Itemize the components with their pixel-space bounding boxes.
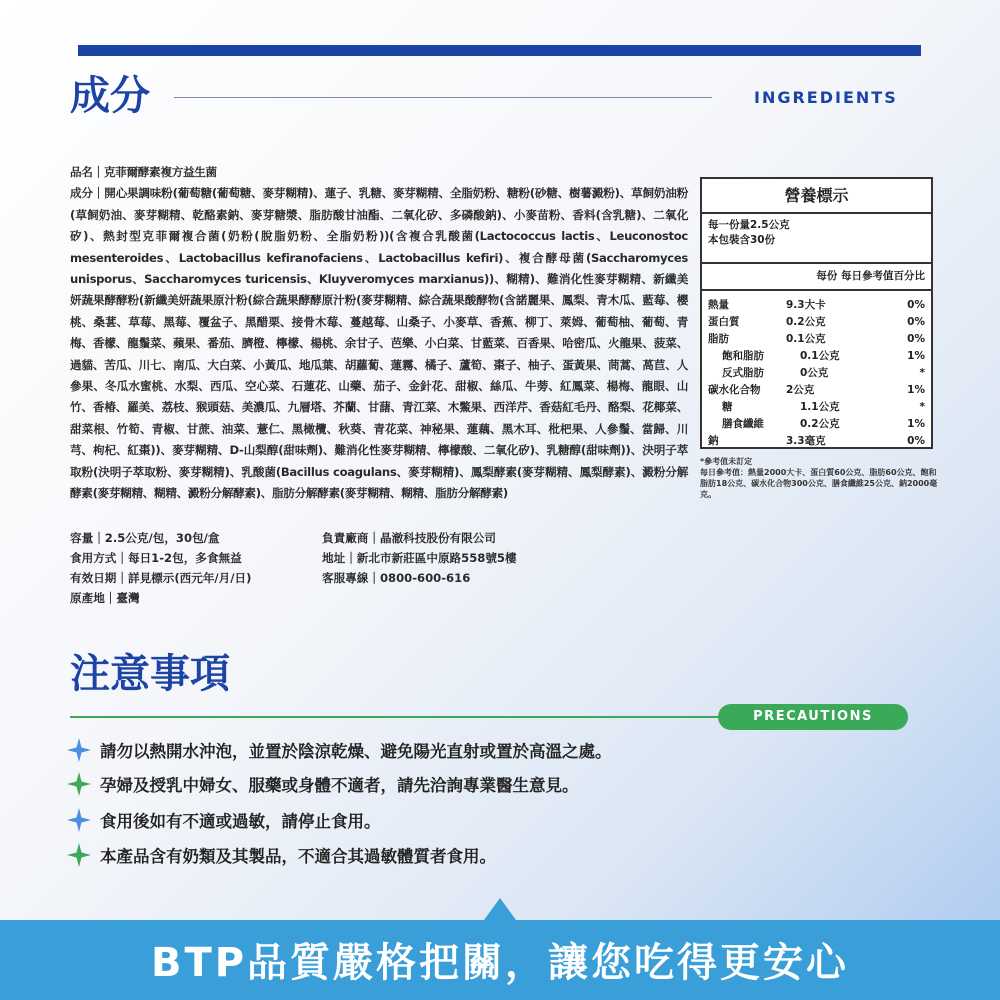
nutrient-value: 0.1公克 — [786, 333, 826, 345]
expiry-line: 有效日期｜詳見標示(西元年/月/日) — [70, 571, 252, 585]
nutrient-value: 1.1公克 — [800, 401, 840, 413]
nutrient-value: 0公克 — [800, 367, 829, 379]
nutrient-percent: 0% — [907, 299, 925, 311]
servings-per-pack: 本包裝含30份 — [708, 234, 776, 246]
nutrition-note — [700, 456, 940, 500]
ingredients-body — [70, 162, 688, 505]
precaution-item — [66, 842, 496, 868]
nutrient-name: 糖 — [722, 401, 733, 413]
ingredients-en-label: INGREDIENTS — [754, 88, 898, 107]
nutrition-row — [708, 416, 925, 433]
nutrient-percent: 1% — [907, 384, 925, 396]
precaution-item — [66, 807, 381, 833]
nutrition-note-2: 每日參考值：熱量2000大卡、蛋白質60公克、脂肪60公克、飽和脂肪18公克、碳水化合物300公克、膳食纖維25公克、鈉2000毫克。 — [700, 468, 938, 499]
nutrition-row — [708, 382, 925, 399]
precaution-text: 食用後如有不適或過敏，請停止食用。 — [100, 812, 381, 831]
nutrient-percent: * — [919, 401, 925, 413]
top-accent-bar — [78, 45, 921, 56]
nutrient-percent: 1% — [907, 418, 925, 430]
precaution-text: 請勿以熱開水沖泡，並置於陰涼乾燥、避免陽光直射或置於高溫之處。 — [100, 742, 612, 761]
origin-line: 原產地｜臺灣 — [70, 591, 140, 605]
precaution-item — [66, 737, 612, 763]
nutrient-name: 碳水化合物 — [708, 384, 761, 396]
volume-line: 容量｜2.5公克/包，30包/盒 — [70, 531, 220, 545]
nutrition-header: 每份 每日參考值百分比 — [702, 264, 931, 291]
precautions-divider — [70, 716, 730, 718]
product-name-line: 品名｜克菲爾酵素複方益生菌 — [70, 165, 217, 179]
ingredients-list: 成分｜開心果調味粉(葡萄糖(葡萄糖、麥芽糊精)、蓮子、乳糖、麥芽糊精、全脂奶粉、糖粉(砂糖、樹薯澱粉)、草飼奶油粉(草飼奶油、麥芽糊精、乾酪素鈉、麥芽糖漿、脂肪酸甘油酯、二氧化矽、多磷酸鈉)、小麥苗粉、香料(含乳糖)、二氧化矽)、熱封型克菲爾複合菌(奶粉(脫脂奶粉、全脂奶粉))(含複合乳酸菌(Lactococcus lactis、Leuconostoc mesenteroides、Lactobacillus kefiranofaciens、Lactobacillus kefiri)、複合酵母菌(Saccharomyces unisporus、Saccharomyces turicensis、Kluyveromyces marxianus))、糊精)、難消化性麥芽糊精、新纖美妍蔬果酵酵粉(新纖美妍蔬果原汁粉(綜合蔬果酵酵原汁粉(麥芽糊精、綜合蔬果酸酵物(含諾麗果、鳳梨、青木瓜、藍莓、櫻桃、桑葚、草莓、黑莓、覆盆子、黑醋栗、接骨木莓、蔓越莓、山桑子、小麥草、香蕉、柳丁、萊姆、葡萄柚、葡萄、青梅、香檬、龍鬚菜、蘋果、番茄、臍橙、檸檬、楊桃、余甘子、芭樂、小白菜、甘藍菜、百香果、哈密瓜、火龍果、菠菜、過貓、苦瓜、川七、南瓜、大白菜、小黃瓜、地瓜葉、胡蘿蔔、蓮霧、橘子、蘆筍、棗子、柚子、蛋黃果、茼蒿、萵苣、人參果、冬瓜水蜜桃、水梨、西瓜、空心菜、石蓮花、山藥、茄子、金針花、甜椒、絲瓜、牛蒡、紅鳳菜、楊梅、龍眼、山竹、香椿、羅美、荔枝、猴頭菇、美濃瓜、九層塔、芥蘭、甘藷、青江菜、木鱉果、西洋芹、香菇紅毛丹、酪梨、花椰菜、甜菜根、竹筍、青椒、甘蔗、油菜、薏仁、黑橄欖、秋葵、青花菜、神秘果、蓮藕、黑木耳、枇杷果、人參鬚、當歸、川芎、枸杞、紅棗))、麥芽糊精、D-山梨醇(甜味劑)、難消化性麥芽糊精、檸檬酸、二氧化矽)、乳糖醇(甜味劑))、決明子萃取粉(決明子萃取粉、麥芽糊精)、乳酸菌(Bacillus coagulans、麥芽糊精)、鳳梨酵素(麥芽糊精、鳳梨酵素)、澱粉分解酵素(麥芽糊精、糊精、澱粉分解酵素)、脂肪分解酵素(麥芽糊精、糊精、脂肪分解酵素) — [70, 186, 688, 501]
nutrient-value: 2公克 — [786, 384, 815, 396]
serving-size: 每一份量2.5公克 — [708, 219, 790, 231]
nutrient-value: 9.3大卡 — [786, 299, 826, 311]
nutrition-row — [708, 348, 925, 365]
nutrition-serving — [702, 214, 931, 264]
nutrient-name: 蛋白質 — [708, 316, 740, 328]
nutrition-row — [708, 314, 925, 331]
ingredients-title: 成分 — [70, 73, 150, 119]
nutrient-value: 0.2公克 — [800, 418, 840, 430]
precaution-text: 孕婦及授乳中婦女、服藥或身體不適者，請先洽詢專業醫生意見。 — [100, 776, 579, 795]
nutrient-percent: 0% — [907, 333, 925, 345]
nutrient-name: 熱量 — [708, 299, 729, 311]
sparkle-blue-icon — [66, 807, 92, 833]
precautions-en-label: PRECAUTIONS — [718, 704, 908, 730]
service-line: 客服專線｜0800-600-616 — [322, 571, 471, 585]
footer-slogan: BTP品質嚴格把關，讓您吃得更安心 — [150, 940, 850, 986]
nutrient-name: 鈉 — [708, 435, 719, 447]
nutrition-note-1: *參考值未訂定 — [700, 457, 753, 466]
nutrient-name: 飽和脂肪 — [722, 350, 764, 362]
nutrient-name: 膳食纖維 — [722, 418, 764, 430]
ingredients-divider — [174, 97, 712, 98]
footer-notch — [484, 898, 516, 920]
precautions-title: 注意事項 — [70, 651, 230, 697]
nutrient-percent: 0% — [907, 316, 925, 328]
nutrient-value: 3.3毫克 — [786, 435, 826, 447]
nutrition-row — [708, 297, 925, 314]
nutrition-row — [708, 331, 925, 348]
nutrient-name: 反式脂肪 — [722, 367, 764, 379]
sparkle-green-icon — [66, 842, 92, 868]
manufacturer-line: 負責廠商｜晶澈科技股份有限公司 — [322, 531, 496, 545]
nutrient-name: 脂肪 — [708, 333, 729, 345]
nutrient-value: 0.1公克 — [800, 350, 840, 362]
sparkle-blue-icon — [66, 737, 92, 763]
product-meta-right — [322, 528, 517, 588]
nutrition-row — [708, 365, 925, 382]
precaution-item — [66, 771, 579, 797]
nutrient-percent: 0% — [907, 435, 925, 447]
nutrition-rows — [702, 291, 931, 450]
nutrition-table — [700, 177, 933, 449]
nutrition-row — [708, 399, 925, 416]
sparkle-green-icon — [66, 771, 92, 797]
nutrient-value: 0.2公克 — [786, 316, 826, 328]
precaution-text: 本產品含有奶類及其製品，不適合其過敏體質者食用。 — [100, 847, 496, 866]
nutrition-row — [708, 433, 925, 450]
usage-line: 食用方式｜每日1-2包，多食無益 — [70, 551, 242, 565]
product-meta-left — [70, 528, 251, 608]
address-line: 地址｜新北市新莊區中原路558號5樓 — [322, 551, 517, 565]
nutrition-title: 營養標示 — [702, 179, 931, 214]
nutrient-percent: * — [919, 367, 925, 379]
nutrient-percent: 1% — [907, 350, 925, 362]
